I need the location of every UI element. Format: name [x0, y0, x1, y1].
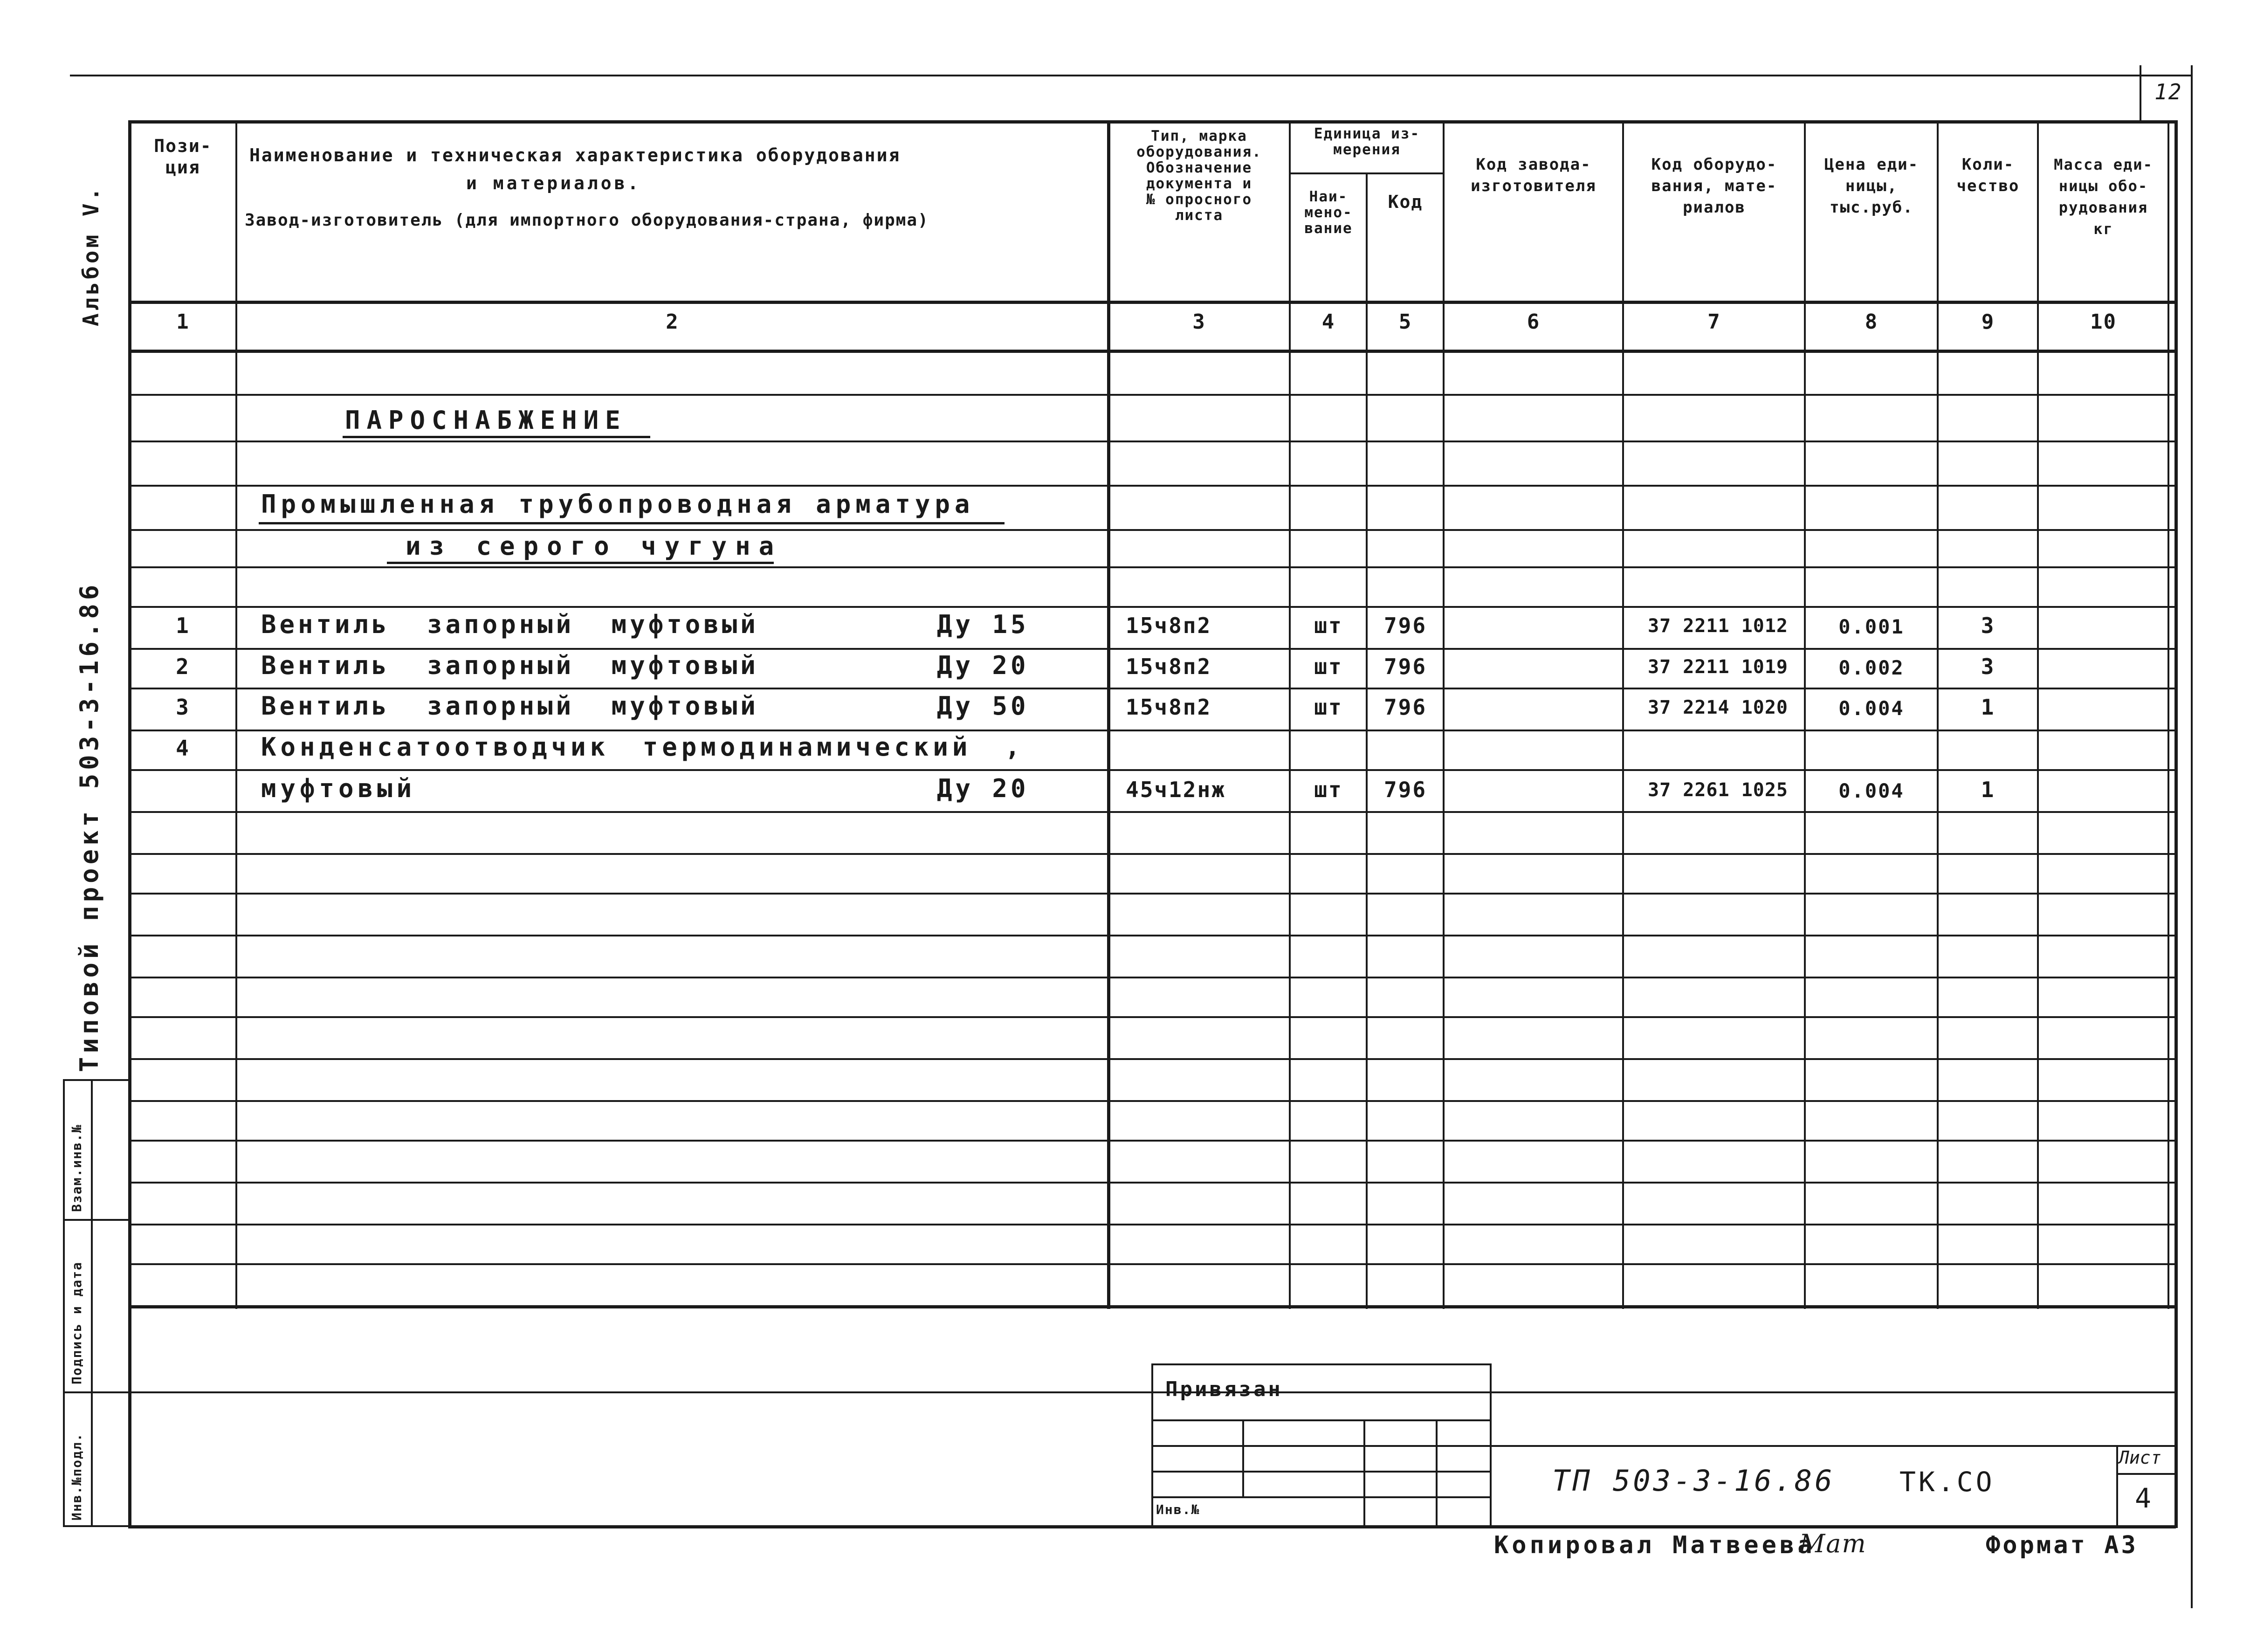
stamp-privyazan-label: Привязан [1165, 1377, 1283, 1401]
header-quantity: Коли- чество [1956, 155, 2020, 195]
header-unit-code: Код [1388, 192, 1423, 212]
stamp-grid-v1 [1242, 1419, 1244, 1496]
colnum-1: 1 [176, 310, 190, 334]
top-rule [70, 75, 2191, 76]
strip-div1 [63, 1219, 131, 1221]
row-line [128, 529, 2174, 531]
list-label: Лист [2119, 1447, 2161, 1468]
row2-type: 15ч8п2 [1126, 654, 1212, 679]
header-bottom [128, 301, 2176, 304]
row2-name: Вентиль запорный муфтовый [261, 651, 759, 680]
title-mark: ТК.СО [1899, 1466, 1995, 1498]
col-line-5 [1443, 120, 1445, 1309]
colnum-8: 8 [1865, 310, 1879, 334]
header-price: Цена еди- ницы, тыс.руб. [1824, 155, 1919, 217]
row2-qty: 3 [1981, 654, 1996, 679]
colnum-4: 4 [1321, 310, 1335, 334]
row2-dn: Ду 20 [937, 651, 1029, 680]
header-unit: Единица из- мерения [1314, 125, 1420, 158]
stamp-grid-h1 [1151, 1419, 1492, 1421]
col-line-6 [1622, 120, 1624, 1309]
row-line [128, 441, 2174, 442]
row-line [128, 935, 2174, 936]
side-vzam-inv: Взам.инв.№ [69, 1124, 84, 1212]
colnum-5: 5 [1398, 310, 1412, 334]
row4b-equip-code: 37 2261 1025 [1648, 779, 1788, 801]
colnum-7: 7 [1707, 310, 1721, 334]
row-line [128, 1263, 2174, 1265]
row4b-unit: шт [1314, 777, 1343, 802]
side-inv-podl: Инв.№подл. [69, 1432, 84, 1521]
row-line [128, 977, 2174, 978]
stamp-inv-no: Инв.№ [1156, 1502, 1200, 1517]
footer-signature: Мат [1799, 1529, 1867, 1558]
row4b-qty: 1 [1981, 777, 1996, 802]
header-unit-name: Наи- мено- вание [1304, 188, 1353, 237]
strip-bottom [63, 1525, 131, 1527]
row-line [128, 1224, 2174, 1225]
stamp-grid-h2 [1151, 1445, 1492, 1447]
row3-pos: 3 [176, 695, 190, 720]
title-block-top [1490, 1445, 2175, 1447]
row3-equip-code: 37 2214 1020 [1648, 697, 1788, 718]
row4b-name: муфтовый [261, 774, 416, 803]
col-line-2 [1107, 120, 1110, 1309]
row1-unit: шт [1314, 613, 1343, 638]
colnum-bottom [128, 350, 2176, 353]
col-line-8 [1937, 120, 1939, 1309]
row1-type: 15ч8п2 [1126, 613, 1212, 638]
row-line [128, 1016, 2174, 1018]
list-box-divider [2116, 1473, 2174, 1475]
row4b-type: 45ч12нж [1126, 777, 1226, 802]
footer-copied: Копировал Матвеева [1494, 1531, 1816, 1559]
row-line [128, 769, 2174, 771]
row-line [128, 648, 2174, 650]
stamp-grid-v3 [1436, 1419, 1438, 1527]
row1-code: 796 [1383, 613, 1427, 638]
row-line [128, 1100, 2174, 1102]
row4b-dn: Ду 20 [937, 774, 1029, 803]
row-line [128, 853, 2174, 855]
right-frame-line [2191, 65, 2193, 1608]
row-line [128, 893, 2174, 895]
col-line-3 [1289, 120, 1291, 1309]
row-line [128, 811, 2174, 813]
strip-mid [91, 1079, 93, 1527]
row4-name: Конденсатоотводчик термодинамический , [261, 732, 1025, 762]
frame-right [2174, 120, 2178, 1528]
row2-pos: 2 [176, 654, 190, 679]
section-armature-line1: Промышленная трубопроводная арматура [261, 489, 975, 519]
row1-dn: Ду 15 [937, 610, 1029, 639]
header-mass: Масса еди- ницы обо- рудования кг [2054, 156, 2153, 238]
row3-name: Вентиль запорный муфтовый [261, 691, 759, 721]
header-factory-code: Код завода- изготовителя [1471, 155, 1596, 195]
row4-pos: 4 [176, 736, 190, 761]
row-line [128, 688, 2174, 689]
row3-code: 796 [1383, 695, 1427, 720]
col-line-7 [1804, 120, 1806, 1309]
row2-code: 796 [1383, 654, 1427, 679]
row4b-code: 796 [1383, 777, 1427, 802]
footer-format: Формат А3 [1986, 1531, 2138, 1559]
page-number: 12 [2154, 79, 2182, 104]
header-position: Пози- ция [154, 136, 212, 178]
row2-unit: шт [1314, 654, 1343, 679]
col-line-10 [2168, 120, 2169, 1309]
header-equipment-code: Код оборудо- вания, мате- риалов [1651, 155, 1777, 217]
row-line [128, 1182, 2174, 1184]
col-line-4 [1366, 172, 1368, 1309]
section-armature-underline1 [259, 522, 1005, 524]
colnum-3: 3 [1192, 310, 1206, 334]
row-line [128, 606, 2174, 608]
stamp-grid-h3 [1151, 1471, 1492, 1473]
row1-pos: 1 [176, 613, 190, 638]
row1-equip-code: 37 2211 1012 [1648, 615, 1788, 637]
header-name-line3: Завод-изготовитель (для импортного оборудования-страна, фирма) [245, 211, 929, 230]
colnum-10: 10 [2090, 310, 2117, 334]
colnum-9: 9 [1981, 310, 1995, 334]
frame-top [128, 120, 2176, 124]
side-podpis-data: Подпись и дата [69, 1261, 84, 1384]
row3-unit: шт [1314, 695, 1343, 720]
colnum-2: 2 [666, 310, 679, 334]
header-name-line1: Наименование и техническая характеристика оборудования [249, 145, 901, 165]
list-number: 4 [2135, 1482, 2152, 1514]
row3-price: 0.004 [1838, 697, 1905, 720]
row4b-price: 0.004 [1838, 779, 1905, 802]
page-number-box-left [2140, 65, 2141, 121]
stamp-grid-v2 [1363, 1419, 1365, 1527]
col-line-1 [235, 120, 237, 1309]
row-line [128, 1140, 2174, 1142]
section-steam: ПАРОСНАБЖЕНИЕ [345, 406, 627, 435]
side-project: Типовой проект 503-3-16.86 [75, 581, 104, 1072]
section-armature-line2: из серого чугуна [406, 531, 783, 561]
row3-qty: 1 [1981, 695, 1996, 720]
row-line [128, 730, 2174, 731]
colnum-6: 6 [1527, 310, 1541, 334]
row3-dn: Ду 50 [937, 691, 1029, 721]
strip-div2 [63, 1391, 131, 1393]
row-line [128, 394, 2174, 396]
row2-equip-code: 37 2211 1019 [1648, 656, 1788, 678]
unit-group-divider [1289, 172, 1443, 174]
row-line [128, 566, 2174, 568]
title-doc-code: ТП 503-3-16.86 [1552, 1464, 1835, 1498]
list-box-left [2116, 1445, 2118, 1527]
stamp-grid-h4 [1151, 1496, 1492, 1498]
strip-top [63, 1079, 131, 1081]
row-line [128, 485, 2174, 487]
strip-left [63, 1079, 65, 1527]
row-line [128, 1058, 2174, 1060]
header-name-line2: и материалов. [466, 173, 641, 193]
col-line-9 [2037, 120, 2039, 1309]
side-album: Альбом V. [78, 185, 103, 326]
row1-price: 0.001 [1838, 615, 1905, 638]
row2-price: 0.002 [1838, 656, 1905, 679]
section-armature-underline2 [387, 562, 774, 564]
row1-name: Вентиль запорный муфтовый [261, 610, 759, 639]
stamp-privyazan-top [1151, 1363, 1492, 1365]
table-bottom [128, 1305, 2176, 1308]
row3-type: 15ч8п2 [1126, 695, 1212, 720]
section-steam-underline [343, 436, 650, 438]
header-type: Тип, марка оборудования. Обозначение документа и № опросного листа [1136, 128, 1262, 224]
row1-qty: 3 [1981, 613, 1996, 638]
